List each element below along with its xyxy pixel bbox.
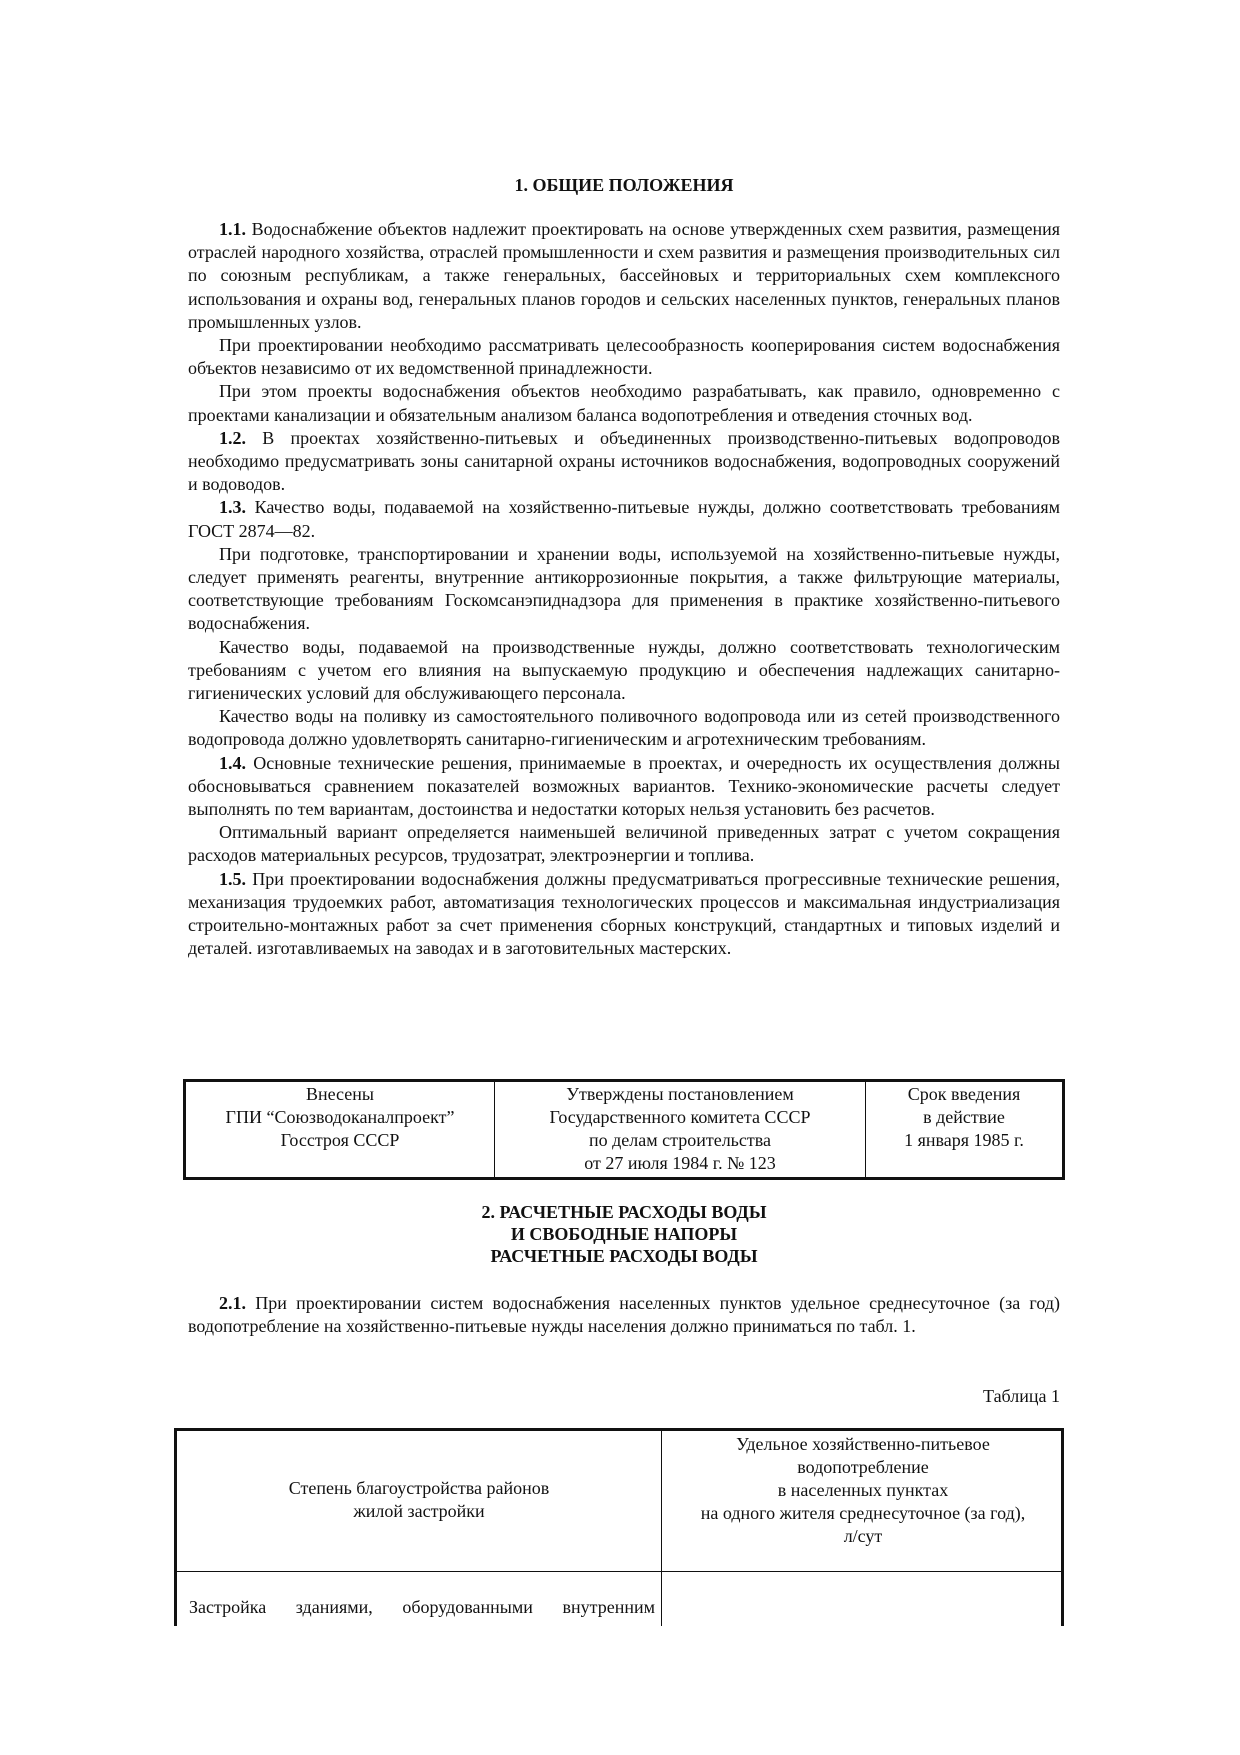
paragraph: [188, 636, 1060, 706]
paragraph-text: Оптимальный вариант определяется наименьшей величиной приведенных затрат с учетом сокращения расходов материальных ресурсов, трудозатрат, электроэнергии и топлива.: [188, 822, 1060, 866]
paragraph-text: При подготовке, транспортировании и хранении воды, используемой на хозяйственно-питьевые нужды, следует применять реагенты, внутренние антикоррозионные покрытия, а также фильтрующие материалы, соответствующие требованиям Госкомсанэпиднадзора для применения в практике хозяйственно-питьевого водоснабжения.: [188, 543, 1060, 634]
table-1: [174, 1428, 1064, 1626]
section-1-body: [188, 218, 1060, 961]
cell-line: по делам строительства: [588, 1130, 771, 1150]
cell-line: водопотребление: [797, 1457, 929, 1477]
paragraph-text: Качество воды, подаваемой на хозяйственно-питьевые нужды, должно соответствовать требованиям ГОСТ 2874—82.: [188, 497, 1060, 541]
paragraph: [188, 543, 1060, 636]
cell-line: ГПИ “Союзводоканалпроект”: [225, 1107, 455, 1127]
approved-by-cell: [495, 1081, 866, 1179]
paragraph: [188, 821, 1060, 867]
submitted-by-cell: [185, 1081, 495, 1179]
paragraph-text: При проектировании водоснабжения должны предусматриваться прогрессивные технические решения, механизация трудоемких работ, автоматизация технологических процессов и максимальная индустриализация строительно-монтажных работ за счет применения сборных конструкций, стандартных и типовых изделий и деталей. изготавливаемых на заводах и в заготовительных мастерских.: [188, 868, 1060, 959]
cell-line: Срок введения: [907, 1084, 1021, 1104]
paragraph-1-2: [188, 427, 1060, 497]
table-row: [185, 1081, 1064, 1179]
section-1-title: 1. ОБЩИЕ ПОЛОЖЕНИЯ: [514, 175, 734, 195]
cell-line: Госстроя СССР: [280, 1130, 400, 1150]
paragraph-text: При проектировании необходимо рассматривать целесообразность кооперирования систем водоснабжения объектов независимо от их ведомственной принадлежности.: [188, 335, 1060, 379]
header-cell-development-level: [181, 1477, 657, 1523]
clause-number: 1.2.: [219, 427, 246, 448]
paragraph-text: При этом проекты водоснабжения объектов необходимо разрабатывать, как правило, одновременно с проектами канализации и обязательным анализом баланса водопотребления и отведения сточных вод.: [188, 381, 1060, 425]
title-line: 2. РАСЧЕТНЫЕ РАСХОДЫ ВОДЫ: [481, 1202, 767, 1222]
row-divider: [662, 1571, 1061, 1572]
paragraph-1-4: [188, 752, 1060, 822]
paragraph-text: Основные технические решения, принимаемые в проектах, и очередность их осуществления должны обосновываться сравнением показателей возможных вариантов. Технико-экономические расчеты следует выполнять по тем вариантам, достоинства и недостатки которых нельзя установить без расчетов.: [188, 752, 1060, 820]
cell-line: от 27 июля 1984 г. № 123: [584, 1153, 776, 1173]
paragraph-text: В проектах хозяйственно-питьевых и объединенных производственно-питьевых водопроводов необходимо предусматривать зоны санитарной охраны источников водоснабжения, водопроводных сооружений и водоводов.: [188, 427, 1060, 495]
paragraph-2-1: [188, 1292, 1060, 1338]
cell-line: 1 января 1985 г.: [904, 1130, 1024, 1150]
table-row-1-cell: Застройка зданиями, оборудованными внутренним: [189, 1597, 655, 1617]
clause-number: 1.1.: [219, 219, 246, 239]
paragraph-1-3: [188, 496, 1060, 542]
effective-date-cell: [866, 1081, 1064, 1179]
cell-line: в действие: [923, 1107, 1005, 1127]
section-2-title: [188, 1201, 1060, 1267]
cell-line: в населенных пунктах: [777, 1480, 949, 1500]
clause-number: 1.3.: [219, 497, 246, 518]
cell-line: л/сут: [843, 1526, 883, 1546]
section-2-body: [188, 1292, 1060, 1338]
clause-number: 2.1.: [219, 1293, 246, 1313]
paragraph: [188, 705, 1060, 751]
table-1-label: Таблица 1: [983, 1386, 1060, 1406]
paragraph: [188, 380, 1060, 426]
paragraph-text: Качество воды на поливку из самостоятельного поливочного водопровода или из сетей производственного водопровода должно удовлетворять санитарно-гигиеническим и агротехническим требованиям.: [188, 706, 1060, 750]
paragraph-text: Водоснабжение объектов надлежит проектировать на основе утвержденных схем развития, размещения отраслей народного хозяйства, отраслей промышленности и схем развития и размещения производительных сил по союзным республикам, а также генеральных, бассейновых и территориальных схем комплексного использования и охраны вод, генеральных планов городов и сельских населенных пунктов, генеральных планов промышленных узлов.: [188, 219, 1060, 332]
cell-line: на одного жителя среднесуточное (за год),: [700, 1503, 1026, 1523]
paragraph-text: Качество воды, подаваемой на производственные нужды, должно соответствовать технологическим требованиям с учетом его влияния на выпускаемую продукцию и обеспечения надлежащих санитарно-гигиенических условий для обслуживающего персонала.: [188, 636, 1060, 704]
column-divider: [661, 1431, 662, 1626]
paragraph-1-5: [188, 868, 1060, 961]
clause-number: 1.4.: [219, 752, 246, 773]
row-divider: [177, 1571, 661, 1572]
clause-number: 1.5.: [219, 868, 246, 889]
paragraph-text: При проектировании систем водоснабжения населенных пунктов удельное среднесуточное (за год) водопотребление на хозяйственно-питьевые нужды населения должно приниматься по табл. 1.: [188, 1293, 1060, 1337]
cell-line: Государственного комитета СССР: [549, 1107, 811, 1127]
paragraph: [188, 334, 1060, 380]
cell-line: жилой застройки: [353, 1501, 485, 1521]
cell-line: Утверждены постановлением: [566, 1084, 794, 1104]
title-line: И СВОБОДНЫЕ НАПОРЫ: [510, 1224, 738, 1244]
title-line: РАСЧЕТНЫЕ РАСХОДЫ ВОДЫ: [490, 1246, 758, 1266]
cell-line: Степень благоустройства районов: [288, 1478, 550, 1498]
approval-table: [183, 1079, 1065, 1180]
header-cell-water-consumption: [667, 1433, 1059, 1548]
paragraph-1-1: [188, 218, 1060, 334]
cell-line: Удельное хозяйственно-питьевое: [736, 1434, 990, 1454]
cell-line: Внесены: [305, 1084, 374, 1104]
